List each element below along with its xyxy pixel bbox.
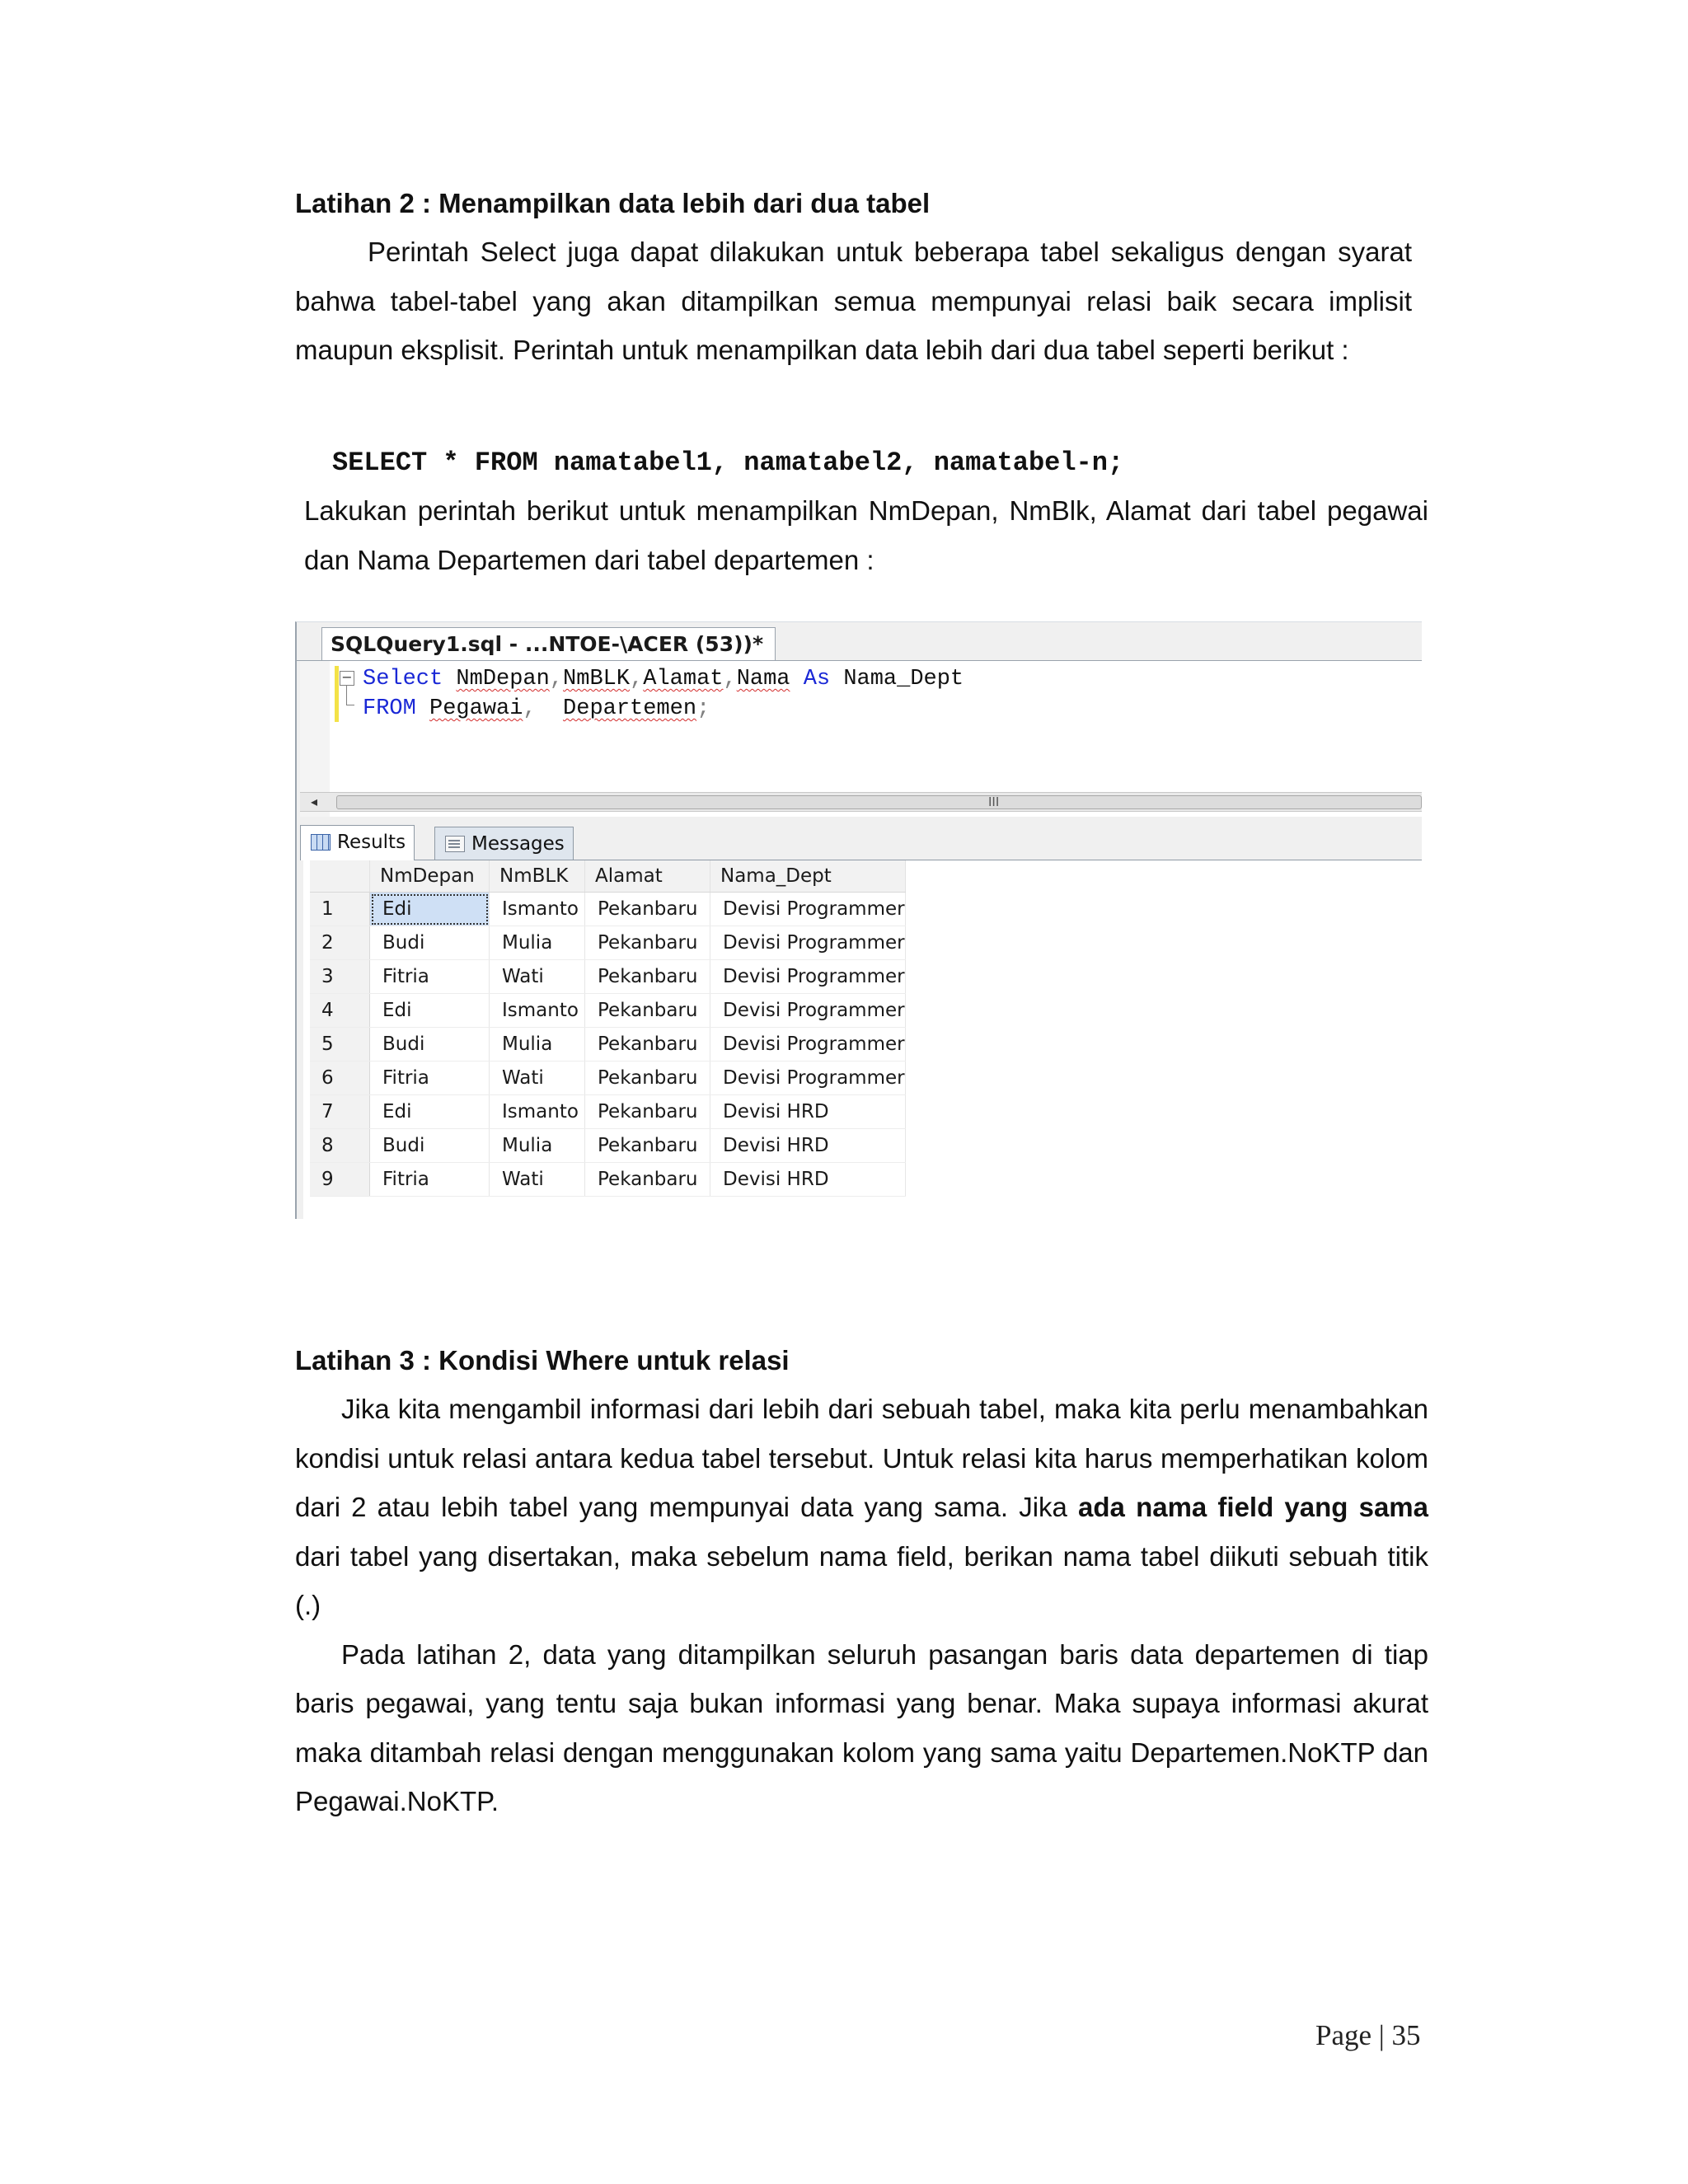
grid-cell[interactable]: Edi xyxy=(370,893,490,926)
table-row[interactable] xyxy=(310,1163,905,1197)
grid-cell[interactable]: Ismanto xyxy=(490,994,585,1028)
row-number: 7 xyxy=(310,1095,370,1129)
grid-cell[interactable]: Mulia xyxy=(490,926,585,960)
p1-text-a: Jika kita mengambil informasi dari lebih dari sebuah tabel, maka kita perlu menambahkan kondisi untuk relasi antara kedua tabel tersebut. Untuk relasi kita harus memperhatikan kolom dari 2 atau lebih tabel yang mempunyai data yang sama. Jika xyxy=(295,1394,1428,1522)
results-grid[interactable] xyxy=(310,860,906,1197)
tab-messages[interactable] xyxy=(434,827,574,860)
sql-line-2: FROM Pegawai, Departemen; xyxy=(363,696,710,721)
section-2-heading: Latihan 2 : Menampilkan data lebih dari dua tabel xyxy=(295,188,931,218)
section-3-heading: Latihan 3 : Kondisi Where untuk relasi xyxy=(295,1345,790,1376)
grid-cell[interactable]: Wati xyxy=(490,1163,585,1197)
grid-cell[interactable]: Mulia xyxy=(490,1028,585,1062)
row-number: 4 xyxy=(310,994,370,1028)
keyword-select: Select xyxy=(363,667,443,691)
column-nmdepan: NmDepan xyxy=(456,667,550,691)
grid-cell[interactable]: Ismanto xyxy=(490,893,585,926)
grid-cell[interactable]: Pekanbaru xyxy=(585,1163,710,1197)
column-header[interactable]: Nama_Dept xyxy=(710,860,906,893)
row-number: 9 xyxy=(310,1163,370,1197)
grid-cell[interactable]: Fitria xyxy=(370,1163,490,1197)
grid-cell[interactable]: Edi xyxy=(370,1095,490,1129)
row-number: 1 xyxy=(310,893,370,926)
grid-cell[interactable]: Devisi Programmer xyxy=(710,926,906,960)
scroll-left-icon[interactable]: ◂ xyxy=(310,794,318,809)
table-row[interactable] xyxy=(310,1062,905,1095)
column-header[interactable]: NmDepan xyxy=(370,860,490,893)
grid-cell[interactable]: Pekanbaru xyxy=(585,994,710,1028)
grid-cell[interactable]: Devisi HRD xyxy=(710,1129,906,1163)
grid-cell[interactable]: Fitria xyxy=(370,1062,490,1095)
row-number: 6 xyxy=(310,1062,370,1095)
grid-icon xyxy=(311,834,331,851)
grid-cell[interactable]: Devisi Programmer xyxy=(710,960,906,994)
section-2-intro xyxy=(295,227,1412,375)
tab-results[interactable] xyxy=(300,825,415,860)
grid-cell[interactable]: Pekanbaru xyxy=(585,960,710,994)
keyword-from: FROM xyxy=(363,696,416,721)
grid-cell[interactable]: Devisi Programmer xyxy=(710,994,906,1028)
sql-line-1: Select NmDepan,NmBLK,Alamat,Nama As Nama_Dept xyxy=(363,667,964,691)
outline-line xyxy=(346,686,347,705)
grid-cell[interactable]: Pekanbaru xyxy=(585,926,710,960)
column-header[interactable]: Alamat xyxy=(585,860,710,893)
grid-header-row xyxy=(310,860,905,893)
grid-cell[interactable]: Budi xyxy=(370,1129,490,1163)
column-nmblk: NmBLK xyxy=(563,667,631,691)
query-document-tab[interactable]: SQLQuery1.sql - ...NTOE-\ACER (53))* xyxy=(321,627,776,661)
scroll-grip: III xyxy=(988,794,1000,809)
messages-icon xyxy=(445,836,465,852)
grid-cell[interactable]: Ismanto xyxy=(490,1095,585,1129)
intro-paragraph: Perintah Select juga dapat dilakukan untuk beberapa tabel sekaligus dengan syarat bahwa tabel-tabel yang akan ditampilkan semua mempunyai relasi baik secara implisit maupun eksplisit. Perintah untuk menampilkan data lebih dari dua tabel seperti berikut : xyxy=(295,237,1412,365)
p1-bold-text: ada nama field yang sama xyxy=(1078,1492,1428,1522)
change-indicator xyxy=(335,666,339,722)
page-number: Page | 35 xyxy=(1315,2019,1421,2051)
grid-cell[interactable]: Pekanbaru xyxy=(585,1095,710,1129)
select-syntax-code: SELECT * FROM namatabel1, namatabel2, namatabel-n; xyxy=(332,448,1124,478)
row-number: 3 xyxy=(310,960,370,994)
table-row[interactable] xyxy=(310,893,905,926)
p1-text-b: dari tabel yang disertakan, maka sebelum nama field, berikan nama tabel diikuti sebuah titik (.) xyxy=(295,1540,1428,1620)
grid-cell[interactable]: Wati xyxy=(490,1062,585,1095)
instruction-paragraph: Lakukan perintah berikut untuk menampilkan NmDepan, NmBlk, Alamat dari tabel pegawai dan Nama Departemen dari tabel departemen : xyxy=(304,495,1428,575)
keyword-as: As xyxy=(803,667,831,691)
scroll-thumb[interactable] xyxy=(336,795,1422,809)
table-row[interactable] xyxy=(310,926,905,960)
grid-cell[interactable]: Budi xyxy=(370,1028,490,1062)
grid-cell[interactable]: Fitria xyxy=(370,960,490,994)
collapse-icon[interactable]: − xyxy=(340,671,354,686)
editor-horizontal-scrollbar[interactable] xyxy=(300,792,1422,812)
grid-cell[interactable]: Devisi Programmer xyxy=(710,1028,906,1062)
table-row[interactable] xyxy=(310,994,905,1028)
grid-cell[interactable]: Pekanbaru xyxy=(585,1028,710,1062)
table-row[interactable] xyxy=(310,1095,905,1129)
grid-cell[interactable]: Pekanbaru xyxy=(585,893,710,926)
row-number: 8 xyxy=(310,1129,370,1163)
grid-cell[interactable]: Wati xyxy=(490,960,585,994)
section-3-paragraph-1 xyxy=(295,1385,1428,1630)
column-nama: Nama xyxy=(736,667,790,691)
column-header[interactable]: NmBLK xyxy=(490,860,585,893)
grid-cell[interactable]: Devisi Programmer xyxy=(710,893,906,926)
table-row[interactable] xyxy=(310,960,905,994)
tab-results-label: Results xyxy=(337,832,406,853)
results-pane xyxy=(300,817,1422,1219)
tab-messages-label: Messages xyxy=(471,833,565,855)
table-departemen: Departemen xyxy=(563,696,697,721)
grid-cell[interactable]: Mulia xyxy=(490,1129,585,1163)
ssms-screenshot xyxy=(295,621,1422,1219)
row-number: 2 xyxy=(310,926,370,960)
grid-cell[interactable]: Pekanbaru xyxy=(585,1062,710,1095)
section-3-paragraph-2: Pada latihan 2, data yang ditampilkan seluruh pasangan baris data departemen di tiap baris pegawai, yang tentu saja bukan informasi yang benar. Maka supaya informasi akurat maka ditambah relasi dengan menggunakan kolom yang sama yaitu Departemen.NoKTP dan Pegawai.NoKTP. xyxy=(295,1638,1428,1816)
row-number: 5 xyxy=(310,1028,370,1062)
column-alias: Nama_Dept xyxy=(843,667,964,691)
grid-cell[interactable]: Devisi HRD xyxy=(710,1163,906,1197)
row-number-header xyxy=(310,860,370,893)
table-row[interactable] xyxy=(310,1129,905,1163)
grid-cell[interactable]: Budi xyxy=(370,926,490,960)
results-grid-container xyxy=(303,860,1422,1219)
grid-cell[interactable]: Devisi Programmer xyxy=(710,1062,906,1095)
grid-cell[interactable]: Devisi HRD xyxy=(710,1095,906,1129)
table-pegawai: Pegawai xyxy=(429,696,523,721)
grid-cell[interactable]: Edi xyxy=(370,994,490,1028)
column-alamat: Alamat xyxy=(643,667,724,691)
grid-cell[interactable]: Pekanbaru xyxy=(585,1129,710,1163)
section-2-instruction xyxy=(304,486,1428,584)
section-3-body xyxy=(295,1385,1428,1826)
table-row[interactable] xyxy=(310,1028,905,1062)
